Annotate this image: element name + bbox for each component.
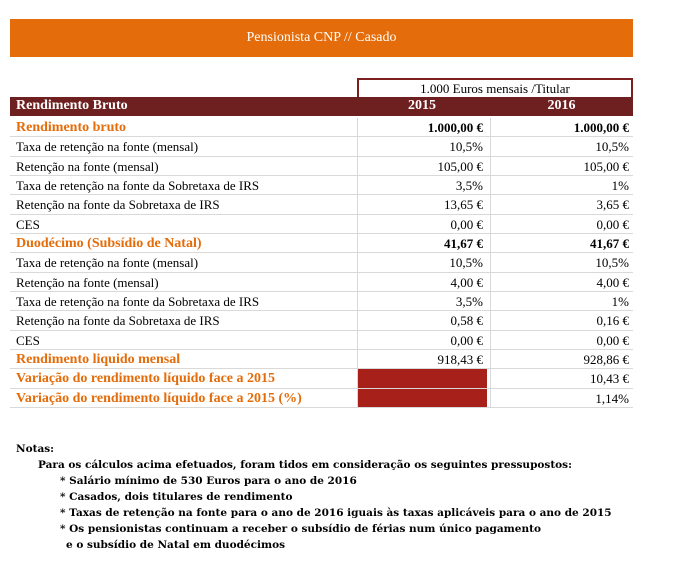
value-2015: 10,5% bbox=[357, 253, 487, 271]
table-row bbox=[10, 118, 633, 137]
value-2015: 3,5% bbox=[357, 176, 487, 194]
value-2016: 41,67 € bbox=[490, 234, 633, 252]
header-year-2015: 2015 bbox=[408, 98, 436, 113]
value-2016: 0,00 € bbox=[490, 331, 633, 349]
value-2015 bbox=[357, 369, 487, 387]
row-label: Duodécimo (Subsídio de Natal) bbox=[16, 235, 202, 251]
table-row bbox=[10, 350, 633, 369]
row-label: Taxa de retenção na fonte da Sobretaxa de IRS bbox=[16, 177, 260, 193]
value-2016: 1,14% bbox=[490, 389, 633, 407]
table-row bbox=[10, 292, 633, 311]
table-row bbox=[10, 157, 633, 176]
value-2015: 0,00 € bbox=[357, 331, 487, 349]
row-label: Retenção na fonte (mensal) bbox=[16, 158, 159, 174]
notes-bullet: * Taxas de retenção na fonte para o ano de 2016 iguais às taxas aplicáveis para o ano de 2015 bbox=[60, 507, 612, 519]
value-2016: 10,5% bbox=[490, 253, 633, 271]
value-2016: 928,86 € bbox=[490, 350, 633, 368]
value-2016: 10,43 € bbox=[490, 369, 633, 387]
row-label: Taxa de retenção na fonte (mensal) bbox=[16, 255, 199, 271]
value-2015: 0,00 € bbox=[357, 215, 487, 233]
value-2016: 1% bbox=[490, 176, 633, 194]
notes-continuation: e o subsídio de Natal em duodécimos bbox=[66, 539, 286, 551]
row-label: Taxa de retenção na fonte da Sobretaxa de IRS bbox=[16, 293, 260, 309]
value-2016: 3,65 € bbox=[490, 195, 633, 213]
table-row bbox=[10, 253, 633, 272]
value-2015: 13,65 € bbox=[357, 195, 487, 213]
table-title: Pensionista CNP // Casado bbox=[10, 19, 633, 57]
value-2016: 1.000,00 € bbox=[490, 118, 633, 136]
table-row bbox=[10, 311, 633, 330]
table-body bbox=[10, 118, 633, 408]
value-2015: 105,00 € bbox=[357, 157, 487, 175]
row-label: Rendimento liquido mensal bbox=[16, 351, 181, 367]
table-row bbox=[10, 234, 633, 253]
value-2016: 10,5% bbox=[490, 137, 633, 155]
value-2015: 0,58 € bbox=[357, 311, 487, 329]
row-label: Retenção na fonte da Sobretaxa de IRS bbox=[16, 313, 220, 329]
row-label: CES bbox=[16, 216, 40, 232]
value-2016: 105,00 € bbox=[490, 157, 633, 175]
value-2016: 0,00 € bbox=[490, 215, 633, 233]
value-2015: 10,5% bbox=[357, 137, 487, 155]
table-row bbox=[10, 389, 633, 408]
table-header-row bbox=[10, 97, 633, 116]
table-row bbox=[10, 273, 633, 292]
value-2016: 1% bbox=[490, 292, 633, 310]
header-label: Rendimento Bruto bbox=[16, 98, 128, 113]
value-2015: 41,67 € bbox=[357, 234, 487, 252]
notes-bullet: * Os pensionistas continuam a receber o subsídio de férias num único pagamento bbox=[60, 523, 541, 535]
row-label: Taxa de retenção na fonte (mensal) bbox=[16, 139, 199, 155]
table-row bbox=[10, 369, 633, 388]
value-2015: 3,5% bbox=[357, 292, 487, 310]
table-row bbox=[10, 137, 633, 156]
value-2015: 918,43 € bbox=[357, 350, 487, 368]
value-2016: 4,00 € bbox=[490, 273, 633, 291]
notes-section bbox=[16, 441, 671, 553]
notes-intro: Para os cálculos acima efetuados, foram tidos em consideração os seguintes pressupostos: bbox=[38, 459, 572, 471]
table-row bbox=[10, 215, 633, 234]
value-2016: 0,16 € bbox=[490, 311, 633, 329]
notes-heading: Notas: bbox=[16, 443, 55, 455]
header-year-2016: 2016 bbox=[547, 98, 576, 113]
column-group-header: 1.000 Euros mensais /Titular bbox=[357, 78, 633, 97]
table-row bbox=[10, 331, 633, 350]
table-row bbox=[10, 195, 633, 214]
row-label: Variação do rendimento líquido face a 2015 bbox=[16, 371, 276, 387]
notes-bullet: * Salário mínimo de 530 Euros para o ano de 2016 bbox=[60, 475, 357, 487]
row-label: Rendimento bruto bbox=[16, 120, 127, 135]
value-2015 bbox=[357, 389, 487, 407]
notes-bullet: * Casados, dois titulares de rendimento bbox=[60, 491, 293, 503]
value-2015: 4,00 € bbox=[357, 273, 487, 291]
row-label: CES bbox=[16, 332, 40, 348]
row-label: Variação do rendimento líquido face a 2015 (%) bbox=[16, 390, 302, 406]
table-row bbox=[10, 176, 633, 195]
row-label: Retenção na fonte (mensal) bbox=[16, 274, 159, 290]
value-2015: 1.000,00 € bbox=[357, 118, 487, 136]
row-label: Retenção na fonte da Sobretaxa de IRS bbox=[16, 197, 220, 213]
